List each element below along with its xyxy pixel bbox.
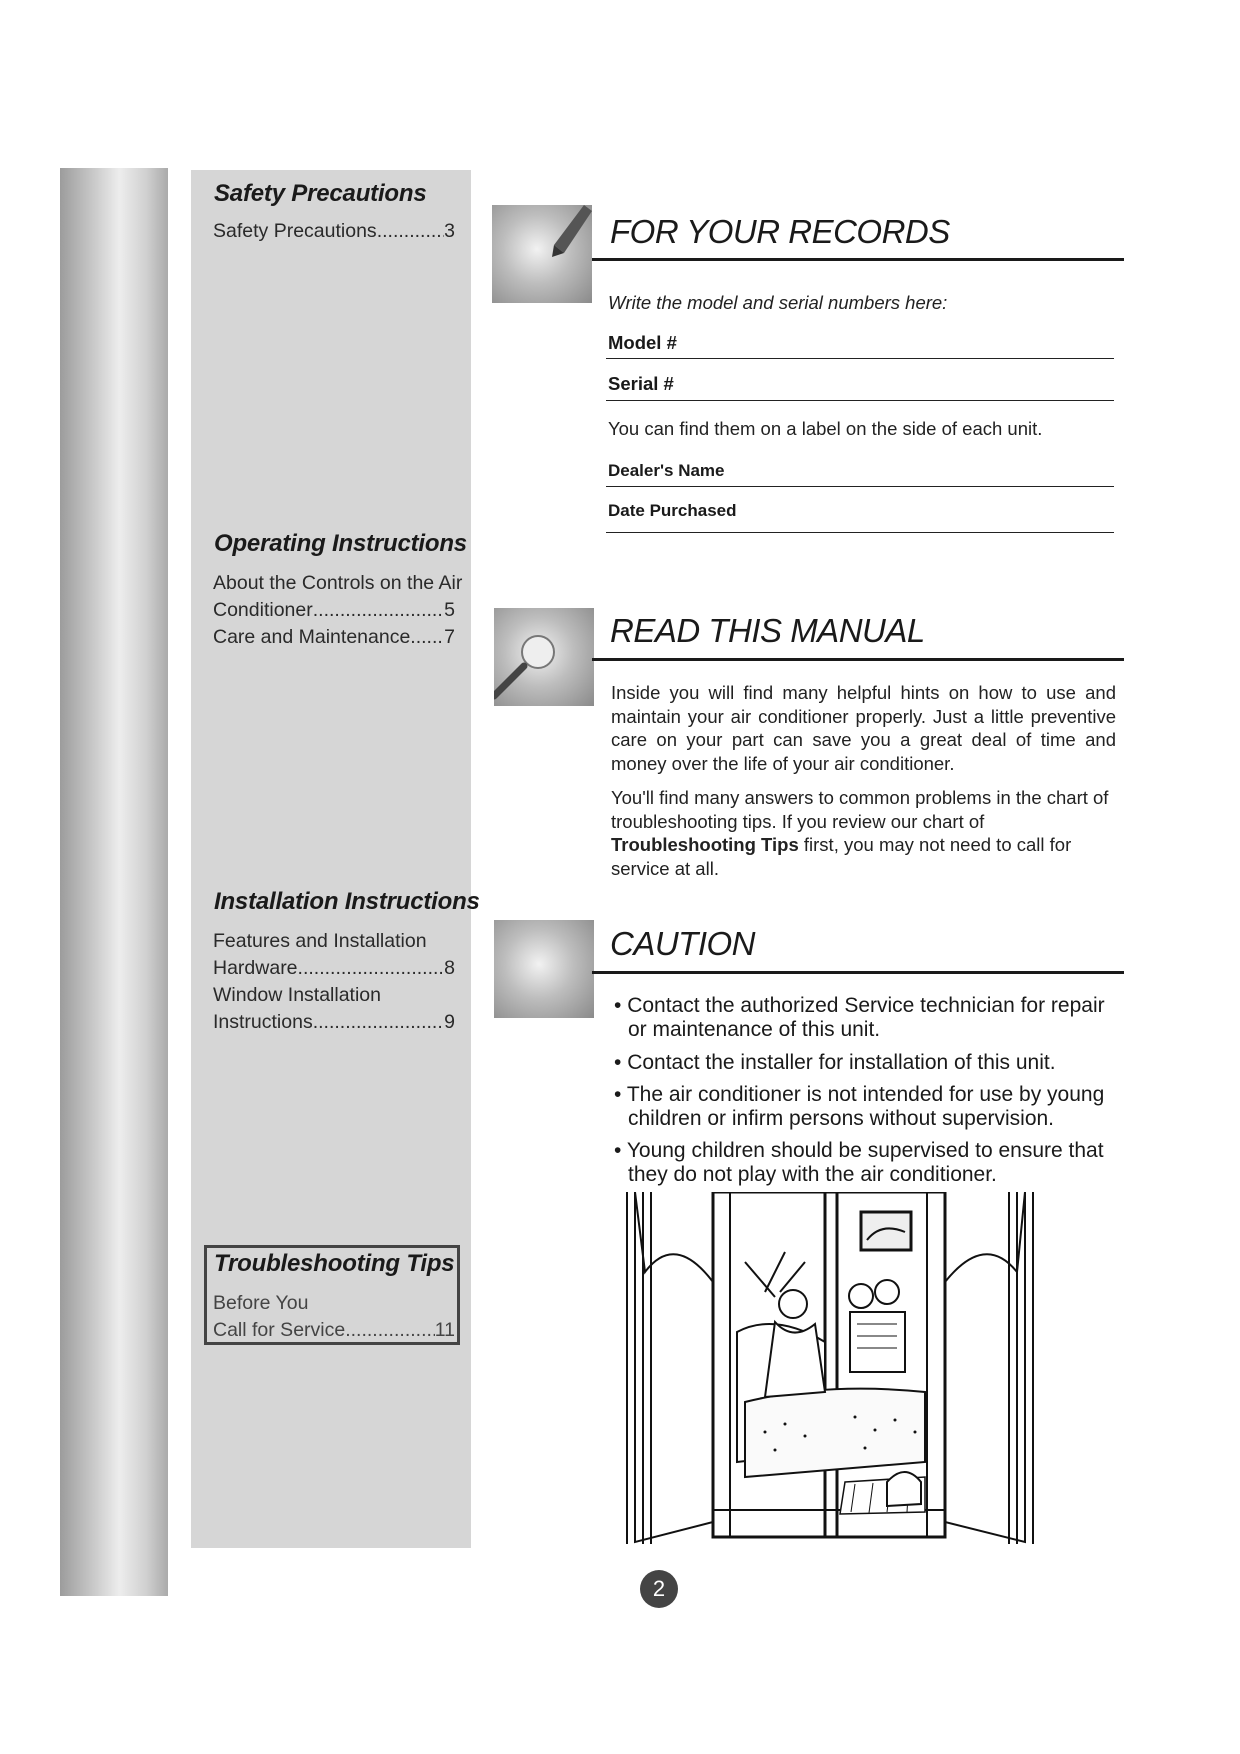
toc-entry-title: Instructions bbox=[213, 1011, 313, 1033]
manual-paragraph-2 bbox=[611, 786, 1116, 880]
records-instruction: Write the model and serial numbers here: bbox=[608, 292, 948, 313]
family-window-illustration bbox=[625, 1192, 1065, 1548]
section-title-records: FOR YOUR RECORDS bbox=[610, 213, 950, 250]
caution-bullet: • Contact the authorized Service technician for repair or maintenance of this unit. bbox=[614, 994, 1105, 1041]
toc-entry-before-you[interactable]: Before You bbox=[213, 1292, 309, 1314]
section-title-caution: CAUTION bbox=[610, 925, 755, 962]
toc-heading-troubleshooting: Troubleshooting Tips bbox=[214, 1250, 455, 1277]
toc-entry-care-maintenance[interactable] bbox=[213, 624, 455, 651]
toc-entry-title: Hardware bbox=[213, 957, 298, 979]
toc-entry-title: Care and Maintenance bbox=[213, 626, 411, 648]
toc-entry-controls-line1[interactable]: About the Controls on the Air bbox=[213, 572, 463, 594]
toc-entry-page: 7 bbox=[444, 626, 455, 648]
serial-number-label: Serial # bbox=[608, 373, 674, 394]
manual-paragraph-2-start: You'll find many answers to common problems in the chart of troubleshooting tips. If you review our chart of bbox=[611, 787, 1109, 832]
toc-entry-hardware[interactable] bbox=[213, 955, 455, 982]
toc-dot-leader bbox=[298, 955, 445, 982]
manual-paragraph-1: Inside you will find many helpful hints on how to use and maintain your air conditioner properly. Just a little preventive care on your part can save you a great deal of time and money over the life of your air conditioner. bbox=[611, 682, 1116, 774]
toc-entry-page: 8 bbox=[444, 957, 455, 979]
magnifier-icon bbox=[494, 608, 594, 706]
toc-entry-features-line1[interactable]: Features and Installation bbox=[213, 930, 427, 952]
caution-bullet: • Contact the installer for installation of this unit. bbox=[614, 1051, 1056, 1074]
section-title-manual: READ THIS MANUAL bbox=[610, 612, 925, 649]
toc-entry-window-line1[interactable]: Window Installation bbox=[213, 984, 381, 1006]
serial-number-field[interactable] bbox=[606, 400, 1114, 401]
toc-dot-leader bbox=[313, 597, 444, 624]
toc-entry-page: 11 bbox=[434, 1319, 455, 1341]
toc-dot-leader bbox=[377, 218, 444, 245]
toc-heading-safety: Safety Precautions bbox=[214, 180, 427, 207]
model-number-field[interactable] bbox=[606, 358, 1114, 359]
toc-entry-call-for-service[interactable] bbox=[213, 1317, 455, 1344]
troubleshooting-tips-emphasis: Troubleshooting Tips bbox=[611, 834, 799, 855]
toc-heading-installation: Installation Instructions bbox=[214, 888, 480, 915]
pen-icon bbox=[492, 205, 592, 303]
dealer-name-field[interactable] bbox=[606, 486, 1114, 487]
caution-icon bbox=[494, 920, 594, 1018]
toc-entry-title: Safety Precautions bbox=[213, 220, 377, 242]
toc-entry-page: 3 bbox=[444, 220, 455, 242]
page-number: 2 bbox=[640, 1570, 678, 1608]
section-rule bbox=[592, 658, 1124, 661]
caution-bullet: • Young children should be supervised to ensure that they do not play with the air conditioner. bbox=[614, 1139, 1104, 1186]
toc-dot-leader bbox=[313, 1009, 444, 1036]
caution-bullet: • The air conditioner is not intended for use by young children or infirm persons without supervision. bbox=[614, 1083, 1105, 1130]
date-purchased-label: Date Purchased bbox=[608, 501, 737, 520]
label-location-note: You can find them on a label on the side of each unit. bbox=[608, 418, 1043, 439]
toc-entry-title: Call for Service bbox=[213, 1319, 346, 1341]
section-rule bbox=[592, 258, 1124, 261]
toc-entry-page: 9 bbox=[444, 1011, 455, 1033]
toc-dot-leader bbox=[345, 1317, 435, 1344]
dealer-name-label: Dealer's Name bbox=[608, 461, 725, 480]
toc-heading-operating: Operating Instructions bbox=[214, 530, 467, 557]
toc-dot-leader bbox=[410, 624, 444, 651]
model-number-label: Model # bbox=[608, 332, 677, 353]
section-rule bbox=[592, 971, 1124, 974]
date-purchased-field[interactable] bbox=[606, 532, 1114, 533]
toc-entry-title: Conditioner bbox=[213, 599, 313, 621]
toc-entry-controls[interactable] bbox=[213, 597, 455, 624]
toc-entry-page: 5 bbox=[444, 599, 455, 621]
toc-entry-safety-precautions[interactable] bbox=[213, 218, 455, 245]
toc-entry-window-installation[interactable] bbox=[213, 1009, 455, 1036]
manual-paragraph-2-end: first, you may not need to call for service at all. bbox=[611, 834, 1072, 879]
decorative-side-strip bbox=[60, 168, 168, 1596]
